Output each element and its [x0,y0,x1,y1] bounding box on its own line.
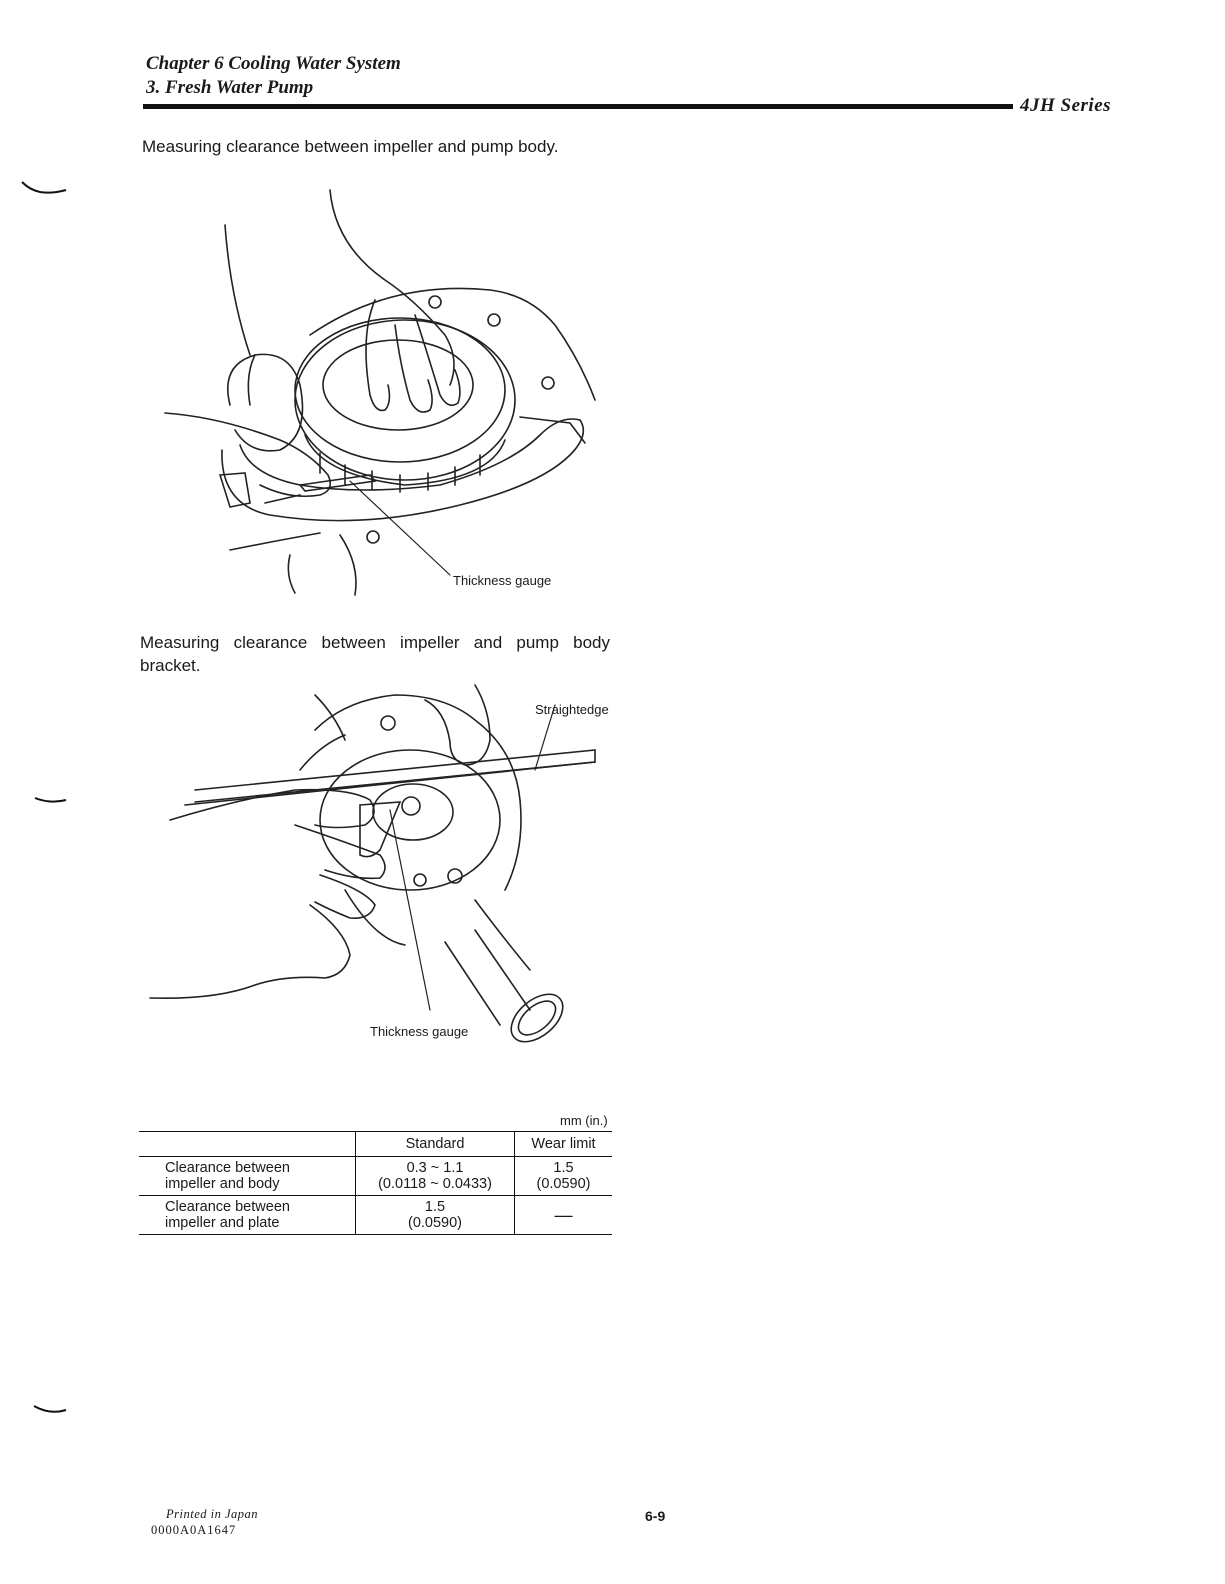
cell-line: impeller and plate [165,1215,280,1231]
table-cell-standard [356,1196,515,1235]
figure1-thickness-gauge-label: Thickness gauge [453,573,552,588]
table-row [139,1157,612,1196]
clearance-spec-table [139,1131,612,1235]
pump-body-measurement-drawing [160,185,620,605]
table-header-item [139,1132,356,1157]
table-header-wear-limit: Wear limit [515,1132,613,1157]
section-title: 3. Fresh Water Pump [146,77,314,98]
chapter-title: Chapter 6 Cooling Water System [146,53,401,74]
footer-printed-in: Printed in Japan [166,1507,259,1521]
header-rule [143,104,1013,109]
cell-line: (0.0118 ~ 0.0433) [378,1176,492,1192]
cell-line: (0.0590) [407,1215,462,1231]
scan-edge-marks [0,170,70,1430]
series-label: 4JH Series [1020,95,1112,116]
table-header-standard: Standard [356,1132,515,1157]
table-cell-wear-limit [515,1196,613,1235]
cell-line: (0.0590) [536,1176,591,1192]
cell-line: 1.5 [424,1199,446,1215]
table-cell-item [139,1157,356,1196]
table-cell-item [139,1196,356,1235]
cell-line: Clearance between [165,1160,290,1176]
cell-line: 0.3 ~ 1.1 [406,1160,464,1176]
figure2-straightedge-label: Straightedge [535,702,609,717]
page-number: 6-9 [645,1508,666,1524]
cell-line: impeller and body [165,1176,280,1192]
table-cell-wear-limit [515,1157,613,1196]
table-units: mm (in.) [560,1113,608,1128]
table-cell-standard [356,1157,515,1196]
figure2-thickness-gauge-label: Thickness gauge [370,1024,469,1039]
pump-bracket-measurement-drawing [145,680,620,1045]
table-header-row [139,1132,612,1157]
cell-line: — [554,1205,573,1225]
table-row [139,1196,612,1235]
cell-line: 1.5 [553,1160,574,1176]
cell-line: Clearance between [165,1199,290,1215]
figure1-illustration [160,185,620,605]
figure2-caption: Measuring clearance between impeller and pump body bracket. [140,633,610,675]
figure1-caption: Measuring clearance between impeller and pump body. [142,137,559,156]
footer-document-code: 0000A0A1647 [151,1523,237,1537]
figure2-illustration [145,680,620,1045]
